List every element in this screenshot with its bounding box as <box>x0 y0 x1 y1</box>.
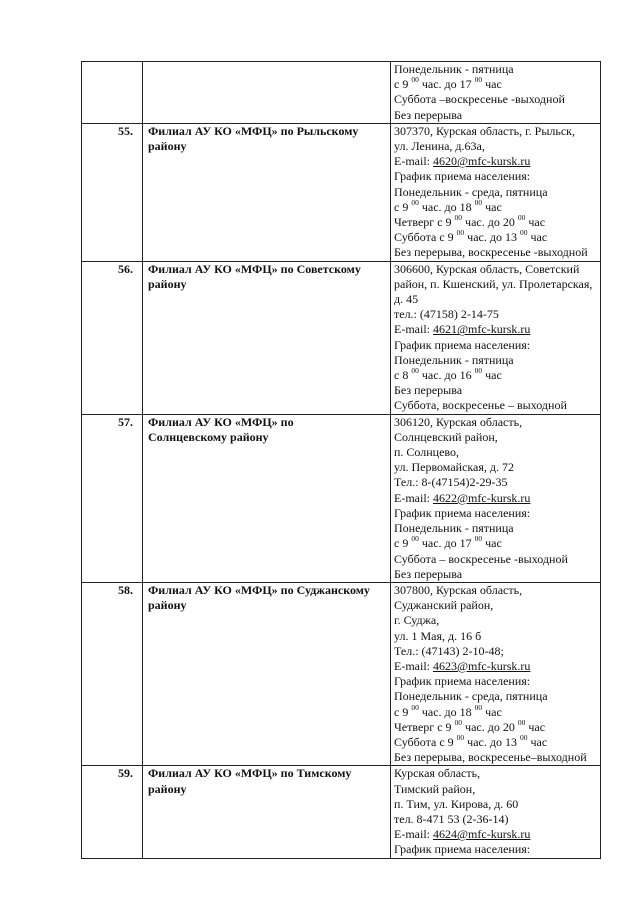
info-line <box>394 750 600 765</box>
branch-name <box>143 766 391 858</box>
info-line <box>394 674 600 689</box>
email-address: 4622@mfc-kursk.ru <box>433 490 531 505</box>
branch-name-line: Филиал АУ КО «МФЦ» по Рыльскому <box>148 123 359 138</box>
info-text: час <box>482 77 502 92</box>
info-line <box>394 583 600 598</box>
info-line <box>394 842 600 857</box>
info-text: час. до 20 <box>462 719 518 734</box>
row-number <box>82 62 143 124</box>
row-number: 55. <box>82 123 143 261</box>
time-superscript: 00 <box>474 702 483 712</box>
info-line <box>394 154 600 169</box>
info-text: район, п. Кшенский, ул. Пролетарская, <box>394 276 593 291</box>
branch-contact-schedule <box>391 582 601 765</box>
info-line <box>394 139 600 154</box>
info-line <box>394 430 600 445</box>
info-text: Без перерыва <box>394 566 463 581</box>
info-text: Суббота – воскресенье -выходной <box>394 551 568 566</box>
info-line <box>394 415 600 430</box>
info-line <box>394 383 600 398</box>
time-superscript: 00 <box>454 717 463 727</box>
info-text: График приема населения: <box>394 674 531 689</box>
time-superscript: 00 <box>474 366 483 376</box>
info-text: г. Суджа, <box>394 613 440 628</box>
info-line <box>394 629 600 644</box>
info-line <box>394 797 600 812</box>
branch-name-line: Солнцевскому району <box>148 429 269 444</box>
info-text: с 9 <box>394 199 412 214</box>
info-text: Понедельник - пятница <box>394 352 514 367</box>
info-line <box>394 215 600 230</box>
branch-name-line: району <box>148 781 187 796</box>
table-row <box>82 582 601 765</box>
info-line <box>394 398 600 413</box>
info-line <box>394 292 600 307</box>
info-text: Понедельник - пятница <box>394 521 514 536</box>
info-line <box>394 338 600 353</box>
info-line <box>394 197 600 215</box>
mfc-branches-table <box>81 61 601 859</box>
branch-name <box>143 414 391 582</box>
info-text: Курская область, <box>394 766 481 781</box>
info-text: Суббота с 9 <box>394 230 457 245</box>
info-text: час. до 18 <box>418 704 475 719</box>
info-text: час <box>482 368 502 383</box>
info-text: час <box>527 734 548 749</box>
row-number: 56. <box>82 261 143 414</box>
branch-name-line: Филиал АУ КО «МФЦ» по Советскому <box>148 261 361 276</box>
table-body <box>82 62 601 859</box>
info-text: Тимский район, <box>394 781 476 796</box>
branch-contact-schedule <box>391 62 601 124</box>
info-text: Тел.: (47143) 2-10-48; <box>394 643 504 658</box>
info-line <box>394 230 600 245</box>
time-superscript: 00 <box>454 213 463 223</box>
info-text: час <box>482 199 502 214</box>
info-text: ул. Ленина, д.63а, <box>394 139 485 154</box>
table-row <box>82 766 601 858</box>
info-text: 307370, Курская область, г. Рыльск, <box>394 123 576 138</box>
info-text: E-mail: <box>394 154 433 169</box>
info-line <box>394 62 600 77</box>
table-row <box>82 261 601 414</box>
info-text: E-mail: <box>394 658 433 673</box>
info-line <box>394 782 600 797</box>
info-line <box>394 567 600 582</box>
branch-name-line: району <box>148 598 187 613</box>
email-address: 4621@mfc-kursk.ru <box>433 322 531 337</box>
info-line <box>394 185 600 200</box>
info-text: п. Тим, ул. Кирова, д. 60 <box>394 796 519 811</box>
branch-name-line: Филиал АУ КО «МФЦ» по <box>148 414 294 429</box>
time-superscript: 00 <box>517 213 526 223</box>
email-address: 4620@mfc-kursk.ru <box>433 154 531 169</box>
branch-name-line: Филиал АУ КО «МФЦ» по Суджанскому <box>148 582 370 597</box>
time-superscript: 00 <box>474 534 483 544</box>
info-text: час <box>482 704 502 719</box>
info-text: График приема населения: <box>394 169 531 184</box>
time-superscript: 00 <box>456 732 465 742</box>
info-text: тел. 8-471 53 (2-36-14) <box>394 811 509 826</box>
info-line <box>394 245 600 260</box>
info-text: Суббота с 9 <box>394 734 457 749</box>
info-text: час <box>525 215 546 230</box>
info-text: Понедельник - среда, пятница <box>394 184 548 199</box>
info-line <box>394 353 600 368</box>
info-text: Суббота, воскресенье – выходной <box>394 398 567 413</box>
info-text: Тел.: 8-(47154)2-29-35 <box>394 475 508 490</box>
branch-contact-schedule <box>391 123 601 261</box>
info-text: Без перерыва <box>394 107 463 122</box>
table-row <box>82 62 601 124</box>
info-line <box>394 717 600 735</box>
info-text: час. до 16 <box>418 368 475 383</box>
email-address: 4624@mfc-kursk.ru <box>433 827 531 842</box>
info-line <box>394 689 600 704</box>
info-text: час <box>525 719 546 734</box>
info-text: час. до 20 <box>462 215 518 230</box>
info-line <box>394 659 600 674</box>
email-address: 4623@mfc-kursk.ru <box>433 658 531 673</box>
info-text: час <box>527 230 548 245</box>
time-superscript: 00 <box>474 197 483 207</box>
info-line <box>394 368 600 383</box>
info-line <box>394 475 600 490</box>
info-text: тел.: (47158) 2-14-75 <box>394 307 499 322</box>
info-line <box>394 307 600 322</box>
info-text: Суббота –воскресенье -выходной <box>394 92 565 107</box>
info-text: E-mail: <box>394 827 433 842</box>
time-superscript: 00 <box>411 702 419 712</box>
branch-name <box>143 123 391 261</box>
row-number: 58. <box>82 582 143 765</box>
info-line <box>394 613 600 628</box>
info-line <box>394 702 600 720</box>
info-line <box>394 277 600 292</box>
info-text: час. до 17 <box>418 536 475 551</box>
info-text: с 8 <box>394 368 412 383</box>
time-superscript: 00 <box>411 75 419 85</box>
table-row <box>82 414 601 582</box>
branch-contact-schedule <box>391 766 601 858</box>
info-text: п. Солнцево, <box>394 445 460 460</box>
info-line <box>394 506 600 521</box>
info-line <box>394 827 600 842</box>
info-text: час. до 13 <box>464 230 520 245</box>
info-text: Четверг с 9 <box>394 719 455 734</box>
branch-contact-schedule <box>391 261 601 414</box>
info-text: Понедельник - среда, пятница <box>394 689 548 704</box>
info-line <box>394 732 600 750</box>
info-line <box>394 124 600 139</box>
info-line <box>394 766 600 781</box>
info-line <box>394 536 600 551</box>
info-text: Суджанский район, <box>394 598 494 613</box>
branch-name <box>143 62 391 124</box>
info-text: 306600, Курская область, Советский <box>394 261 580 276</box>
info-text: час. до 18 <box>418 199 475 214</box>
time-superscript: 00 <box>519 228 528 238</box>
info-line <box>394 262 600 277</box>
info-text: Солнцевский район, <box>394 429 498 444</box>
info-line <box>394 322 600 337</box>
info-text: E-mail: <box>394 322 433 337</box>
info-text: График приема населения: <box>394 842 531 857</box>
info-line <box>394 77 600 92</box>
info-text: час <box>482 536 502 551</box>
time-superscript: 00 <box>517 717 526 727</box>
info-text: д. 45 <box>394 292 419 307</box>
info-line <box>394 445 600 460</box>
info-text: Без перерыва, воскресенье–выходной <box>394 750 587 765</box>
row-number: 57. <box>82 414 143 582</box>
time-superscript: 00 <box>411 197 419 207</box>
info-line <box>394 644 600 659</box>
info-text: с 9 <box>394 77 412 92</box>
info-text: с 9 <box>394 704 412 719</box>
time-superscript: 00 <box>456 228 465 238</box>
row-number: 59. <box>82 766 143 858</box>
time-superscript: 00 <box>474 75 483 85</box>
info-line <box>394 598 600 613</box>
info-text: Четверг с 9 <box>394 215 455 230</box>
branch-name-line: Филиал АУ КО «МФЦ» по Тимскому <box>148 766 352 781</box>
branch-contact-schedule <box>391 414 601 582</box>
info-line <box>394 169 600 184</box>
time-superscript: 00 <box>411 366 419 376</box>
branch-name-line: району <box>148 139 187 154</box>
info-text: ул. Первомайская, д. 72 <box>394 460 514 475</box>
info-text: График приема населения: <box>394 505 531 520</box>
info-text: E-mail: <box>394 490 433 505</box>
table-row <box>82 123 601 261</box>
info-text: Без перерыва, воскресенье -выходной <box>394 245 588 260</box>
info-text: Понедельник - пятница <box>394 62 514 76</box>
time-superscript: 00 <box>519 732 528 742</box>
info-line <box>394 552 600 567</box>
info-text: Без перерыва <box>394 383 463 398</box>
info-line <box>394 108 600 123</box>
info-text: ул. 1 Мая, д. 16 б <box>394 628 482 643</box>
time-superscript: 00 <box>411 534 419 544</box>
branch-name-line: району <box>148 276 187 291</box>
branch-name <box>143 261 391 414</box>
info-line <box>394 460 600 475</box>
branch-name <box>143 582 391 765</box>
info-text: 307800, Курская область, <box>394 582 523 597</box>
info-line <box>394 812 600 827</box>
info-text: с 9 <box>394 536 412 551</box>
info-line <box>394 92 600 107</box>
info-text: График приема населения: <box>394 337 531 352</box>
info-text: час. до 17 <box>418 77 475 92</box>
info-text: 306120, Курская область, <box>394 414 523 429</box>
info-line <box>394 521 600 536</box>
info-text: час. до 13 <box>464 734 520 749</box>
info-line <box>394 491 600 506</box>
